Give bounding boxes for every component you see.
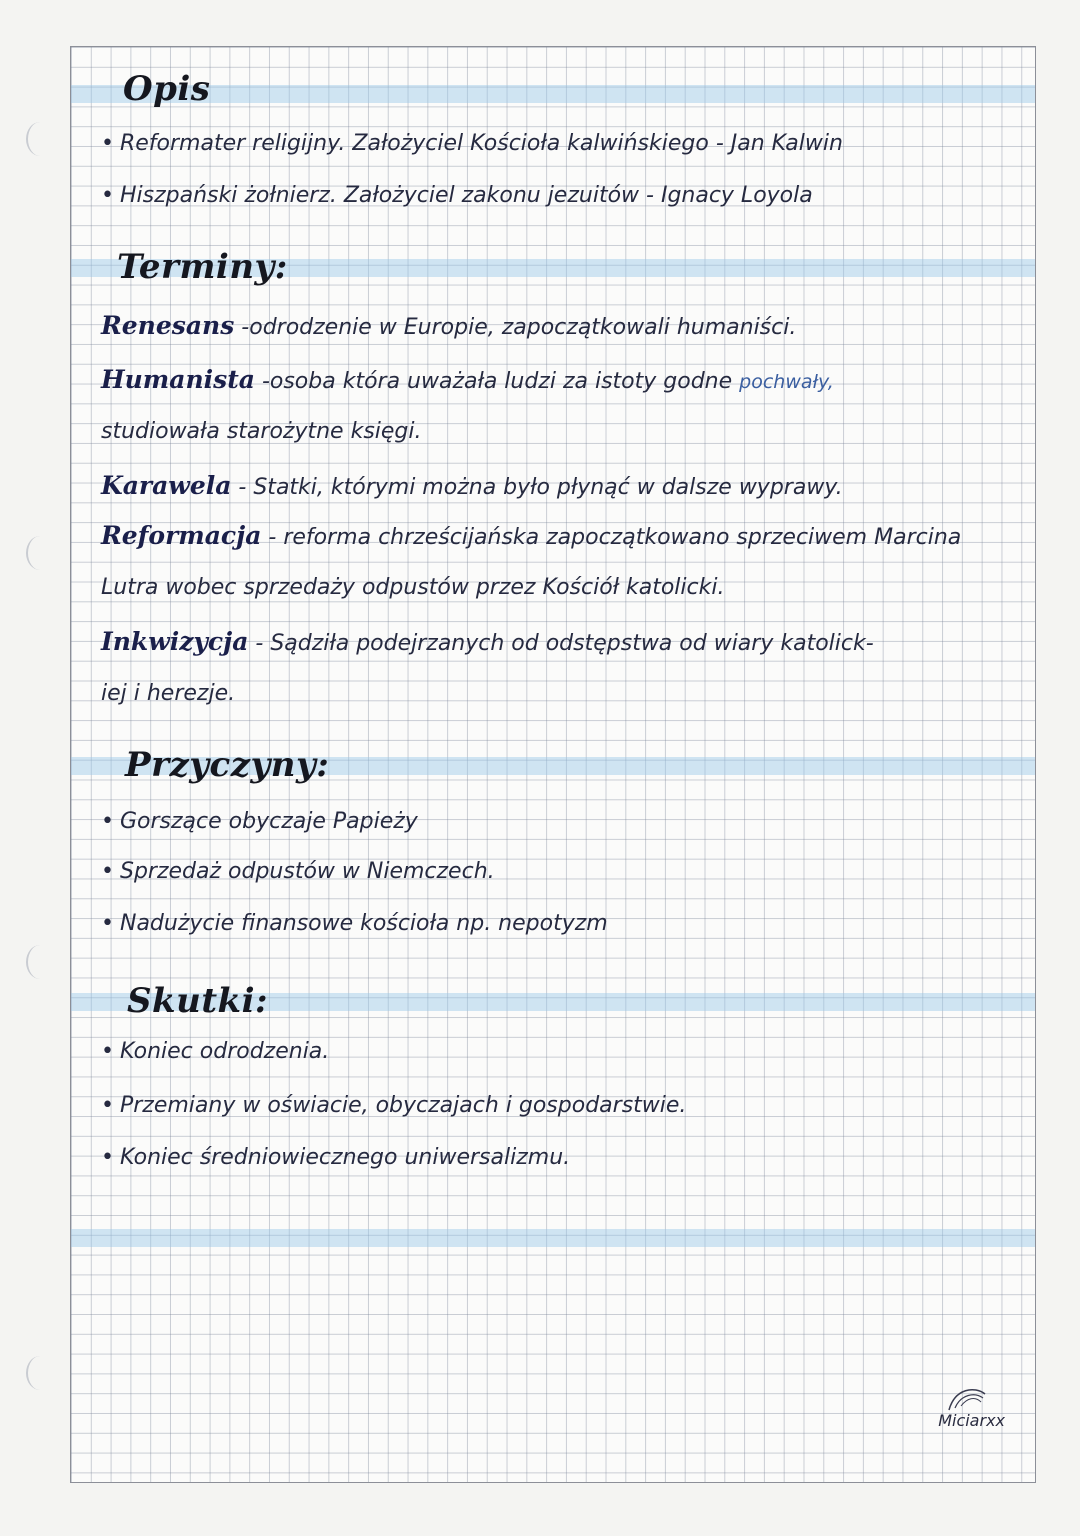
list-item: • Przemiany w oświacie, obyczajach i gospodarstwie.: [101, 1093, 687, 1118]
list-item: • Gorszące obyczaje Papieży: [101, 809, 418, 834]
punch-hole: [26, 1356, 54, 1390]
term-label: Humanista: [101, 365, 255, 394]
term-definition: Karawela - Statki, którymi można było płynąć w dalsze wyprawy.: [101, 471, 843, 500]
list-item: • Hiszpański żołnierz. Założyciel zakonu jezuitów - Ignacy Loyola: [101, 183, 813, 208]
list-item: • Sprzedaż odpustów w Niemczech.: [101, 859, 495, 884]
punch-hole: [26, 536, 54, 570]
term-definition: Humanista -osoba która uważała ludzi za istoty godne pochwały,: [101, 365, 834, 394]
signature-flourish-icon: [945, 1384, 989, 1414]
signature: Miciarxx: [938, 1411, 1005, 1430]
term-definition-cont: iej i herezje.: [101, 681, 236, 706]
list-item: • Nadużycie finansowe kościoła np. nepotyzm: [101, 911, 608, 936]
section-heading-przyczyny: Przyczyny:: [125, 745, 330, 785]
term-definition-cont: studiowała starożytne księgi.: [101, 419, 422, 444]
punch-hole: [26, 945, 54, 979]
term-label: Reformacja: [101, 521, 262, 550]
term-definition: Renesans -odrodzenie w Europie, zapoczątkowali humaniści.: [101, 311, 797, 340]
punch-hole: [26, 122, 54, 156]
list-item: • Reformater religijny. Założyciel Kościoła kalwińskiego - Jan Kalwin: [101, 131, 843, 156]
term-label: Karawela: [101, 471, 232, 500]
term-definition-cont: Lutra wobec sprzedaży odpustów przez Kościół katolicki.: [101, 575, 725, 600]
highlight-band: [71, 85, 1035, 103]
term-label: Renesans: [101, 311, 235, 340]
section-heading-opis: Opis: [123, 69, 211, 109]
term-definition: Inkwizycja - Sądziła podejrzanych od odstępstwa od wiary katolick-: [101, 627, 874, 656]
highlight-band: [71, 1229, 1035, 1247]
list-item: • Koniec średniowiecznego uniwersalizmu.: [101, 1145, 571, 1170]
notebook-page: [70, 46, 1036, 1483]
list-item: • Koniec odrodzenia.: [101, 1039, 330, 1064]
section-heading-terminy: Terminy:: [117, 247, 288, 287]
section-heading-skutki: Skutki:: [127, 981, 269, 1021]
term-definition: Reformacja - reforma chrześcijańska zapoczątkowano sprzeciwem Marcina: [101, 521, 962, 550]
term-label: Inkwizycja: [101, 627, 249, 656]
